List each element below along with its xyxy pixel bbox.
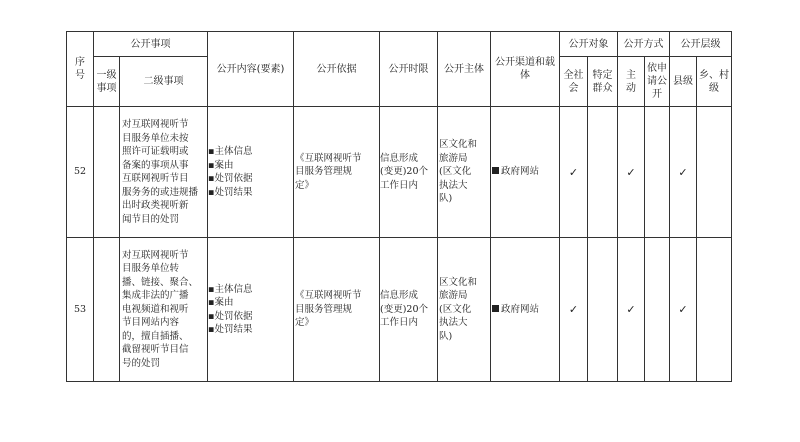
row-time-limit: 信息形成 (变更)20个 工作日内 xyxy=(380,107,438,238)
header-level-township: 乡、村级 xyxy=(697,57,732,107)
row-level-township xyxy=(697,107,732,238)
row-target-specific xyxy=(588,238,618,382)
row-method-apply xyxy=(645,238,670,382)
square-bullet-icon xyxy=(492,167,499,174)
header-target-group: 公开对象 xyxy=(560,32,618,57)
header-row-1 xyxy=(67,32,732,57)
header-basis: 公开依据 xyxy=(294,32,380,107)
row-item-name: 对互联网视听节 目服务单位未按 照许可证载明或 备案的事项从事 互联网视听节目 服务务的或违规播 出时政类视听新 闻节目的处罚 xyxy=(120,107,208,238)
row-subject: 区文化和 旅游局 (区文化 执法大 队) xyxy=(438,107,491,238)
header-target-specific: 特定群众 xyxy=(588,57,618,107)
row-item-name: 对互联网视听节 目服务单位转 播、链接、聚合、 集成非法的广播 电视频道和视听 节目网站内容 的，擅自插播、 截留视听节目信 号的处罚 xyxy=(120,238,208,382)
table-row xyxy=(67,107,732,238)
row-seq: 53 xyxy=(67,238,94,382)
row-method-active: ✓ xyxy=(618,107,645,238)
row-level-county: ✓ xyxy=(670,107,697,238)
row-content: ▪主体信息 ▪案由 ▪处罚依据 ▪处罚结果 xyxy=(208,107,294,238)
table-row xyxy=(67,238,732,382)
header-method-group: 公开方式 xyxy=(618,32,670,57)
header-level2: 二级事项 xyxy=(120,57,208,107)
header-time-limit: 公开时限 xyxy=(380,32,438,107)
row-channel: 政府网站 xyxy=(491,238,560,382)
row-method-apply xyxy=(645,107,670,238)
row-level-township xyxy=(697,238,732,382)
row-level1 xyxy=(94,238,120,382)
header-target-all: 全社会 xyxy=(560,57,588,107)
row-target-specific xyxy=(588,107,618,238)
header-method-active: 主动 xyxy=(618,57,645,107)
square-bullet-icon xyxy=(492,305,499,312)
row-basis: 《互联网视听节 目服务管理规 定》 xyxy=(294,107,380,238)
disclosure-table xyxy=(66,31,732,382)
row-method-active: ✓ xyxy=(618,238,645,382)
row-time-limit: 信息形成 (变更)20个 工作日内 xyxy=(380,238,438,382)
header-channel: 公开渠道和载体 xyxy=(491,32,560,107)
header-level-group: 公开层级 xyxy=(670,32,732,57)
header-level1: 一级事项 xyxy=(94,57,120,107)
row-channel: 政府网站 xyxy=(491,107,560,238)
header-subject: 公开主体 xyxy=(438,32,491,107)
header-level-county: 县级 xyxy=(670,57,697,107)
row-target-all: ✓ xyxy=(560,107,588,238)
row-content: ▪主体信息 ▪案由 ▪处罚依据 ▪处罚结果 xyxy=(208,238,294,382)
row-basis: 《互联网视听节 目服务管理规 定》 xyxy=(294,238,380,382)
row-seq: 52 xyxy=(67,107,94,238)
row-level-county: ✓ xyxy=(670,238,697,382)
header-content: 公开内容(要素) xyxy=(208,32,294,107)
row-target-all: ✓ xyxy=(560,238,588,382)
header-method-apply: 依申请公开 xyxy=(645,57,670,107)
header-seq: 序号 xyxy=(67,32,94,107)
row-subject: 区文化和 旅游局 (区文化 执法大 队) xyxy=(438,238,491,382)
row-level1 xyxy=(94,107,120,238)
header-item-group: 公开事项 xyxy=(94,32,208,57)
